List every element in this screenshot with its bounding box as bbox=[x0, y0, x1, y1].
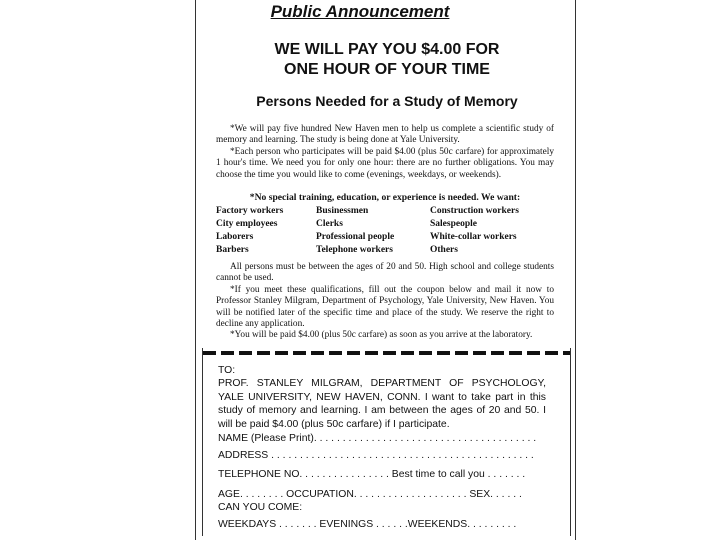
coupon-left-border bbox=[202, 348, 203, 536]
details-paragraph-1: All persons must be between the ages of 20 and 50. High school and college students cannot be used. bbox=[216, 262, 554, 284]
occupation-item: Barbers bbox=[216, 245, 249, 255]
headline bbox=[200, 40, 574, 80]
requirement-text: *No special training, education, or experience is needed. We want: bbox=[249, 192, 521, 203]
occupation-grid bbox=[216, 206, 556, 258]
occupation-item: White-collar workers bbox=[430, 232, 517, 242]
headline-line-2: ONE HOUR OF YOUR TIME bbox=[284, 61, 490, 78]
coupon-to-label: TO: bbox=[218, 365, 236, 376]
name-field[interactable]: NAME (Please Print). . . . . . . . . . . . . . . . . . . . . . . . . . . . . . . . . . . . . . . bbox=[218, 433, 537, 444]
occupation-item: Telephone workers bbox=[316, 245, 393, 255]
age-occupation-sex-field[interactable]: AGE. . . . . . . . OCCUPATION. . . . . . . . . . . . . . . . . . . . SEX. . . . . . bbox=[218, 489, 522, 500]
details-text bbox=[216, 262, 554, 342]
occupation-row bbox=[216, 206, 556, 219]
coupon-address-text: PROF. STANLEY MILGRAM, DEPARTMENT OF PSYCHOLOGY, YALE UNIVERSITY, NEW HAVEN, CONN. I want to take part in this study of memory and learning. I am between the ages of 20 and 50. I will be paid $4.00 (plus 50c carfare) if I participate. bbox=[218, 378, 546, 430]
availability-field[interactable]: WEEKDAYS . . . . . . . EVENINGS . . . . . .WEEKENDS. . . . . . . . . bbox=[218, 519, 517, 530]
occupation-item: Factory workers bbox=[216, 206, 284, 216]
occupation-item: Laborers bbox=[216, 232, 254, 242]
occupation-item: Construction workers bbox=[430, 206, 519, 216]
address-field[interactable]: ADDRESS . . . . . . . . . . . . . . . . . . . . . . . . . . . . . . . . . . . . . . . . . . . . . . bbox=[218, 450, 534, 461]
page-left-border bbox=[195, 0, 196, 540]
occupation-item: Others bbox=[430, 245, 458, 255]
occupation-item: City employees bbox=[216, 219, 278, 229]
occupation-item: Clerks bbox=[316, 219, 343, 229]
occupation-item: Salespeople bbox=[430, 219, 477, 229]
headline-line-1: WE WILL PAY YOU $4.00 FOR bbox=[274, 41, 500, 58]
announcement-title: Public Announcement bbox=[270, 2, 450, 21]
page-right-border bbox=[575, 0, 576, 540]
occupation-row bbox=[216, 219, 556, 232]
telephone-field[interactable]: TELEPHONE NO. . . . . . . . . . . . . . . . Best time to call you . . . . . . . bbox=[218, 469, 526, 480]
occupation-row bbox=[216, 245, 556, 258]
coupon-right-border bbox=[570, 348, 571, 536]
subheadline: Persons Needed for a Study of Memory bbox=[256, 93, 518, 109]
occupation-item: Businessmen bbox=[316, 206, 369, 216]
occupation-item: Professional people bbox=[316, 232, 395, 242]
details-paragraph-2: *If you meet these qualifications, fill out the coupon below and mail it now to Professor Stanley Milgram, Department of Psychology, Yale University, New Haven. You will be notified later of the specific time and place of the study. We reserve the right to decline any application. bbox=[216, 284, 554, 330]
intro-paragraph-2: *Each person who participates will be paid $4.00 (plus 50c carfare) for approximately 1 hour's time. We need you for only one hour: there are no further obligations. You may choose the time you would like to come (evenings, weekdays, or weekends). bbox=[216, 146, 554, 180]
coupon-cut-line bbox=[203, 351, 570, 355]
occupation-row bbox=[216, 232, 556, 245]
can-you-come-label: CAN YOU COME: bbox=[218, 502, 303, 513]
intro-text bbox=[216, 124, 554, 181]
details-paragraph-3: *You will be paid $4.00 (plus 50c carfare) as soon as you arrive at the laboratory. bbox=[230, 330, 533, 341]
intro-paragraph-1: *We will pay five hundred New Haven men to help us complete a scientific study of memory and learning. The study is being done at Yale University. bbox=[216, 124, 554, 146]
